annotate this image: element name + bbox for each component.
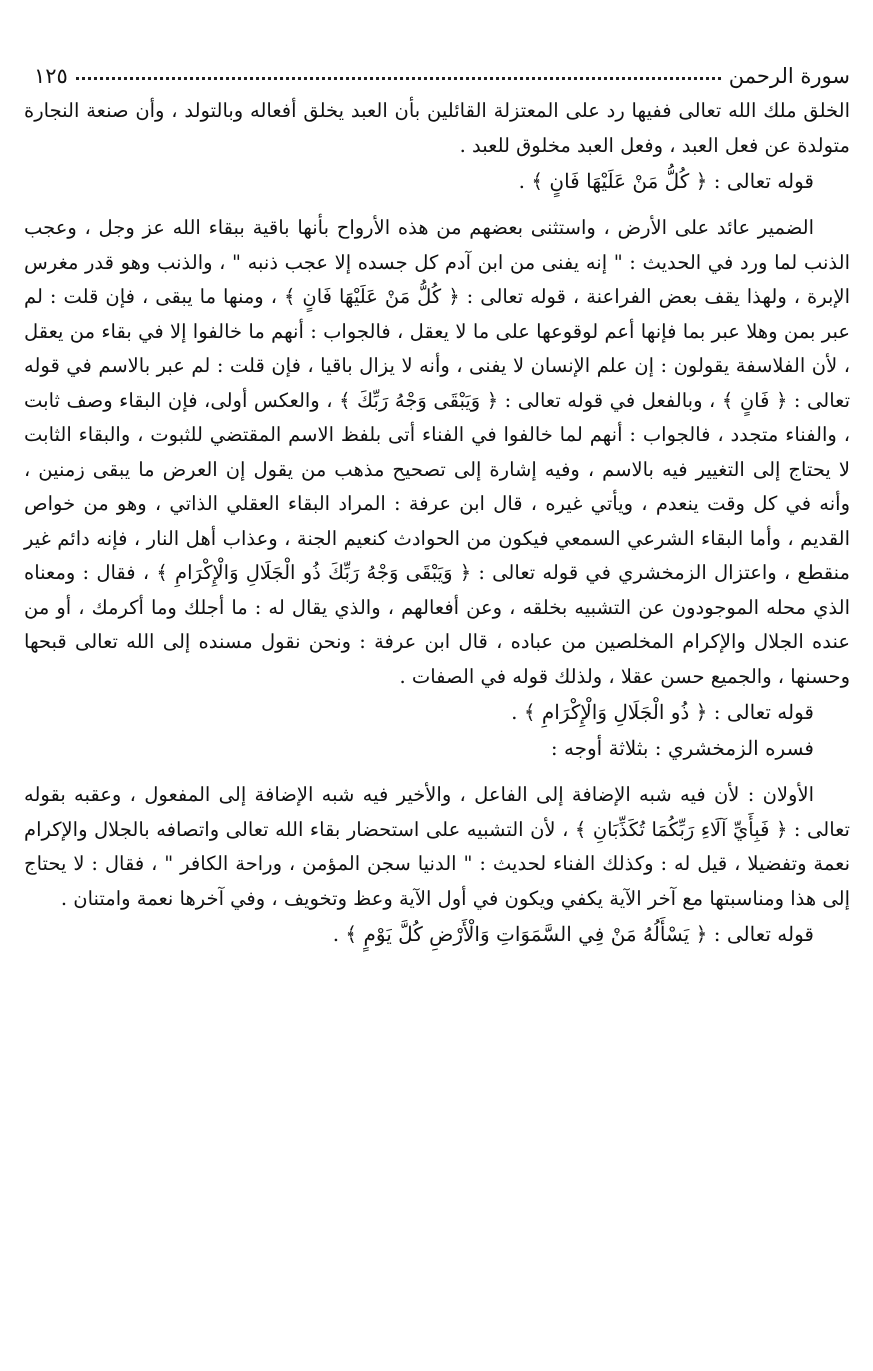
paragraph-commentary: الضمير عائد على الأرض ، واستثنى بعضهم من هذه الأرواح بأنها باقية ببقاء الله عز وجل ، وعجب الذنب لما ورد في الحديث : " إنه يفنى من ابن آدم كل جسده إلا عجب ذنبه " ، والذنب وهو قدر مغرس الإبرة ، ولهذا يقف بعض الفراعنة ، قوله تعالى : ﴿ كُلُّ مَنْ عَلَيْهَا فَانٍ ﴾ ، ومنها ما يبقى ، فإن قلت : لم عبر بمن وهلا عبر بما فإنها أعم لوقوعها على ما لا يعقل ، فالجواب : أنهم ما خالفوا إلا في بقاء من يعقل ، لأن الفلاسفة يقولون : إن علم الإنسان لا يفنى ، وأنه لا يزال باقيا ، فإن قلت : لم عبر بالاسم في قوله تعالى : ﴿ فَانٍ ﴾ ، وبالفعل في قوله تعالى : ﴿ وَيَبْقَى وَجْهُ رَبِّكَ ﴾ ، والعكس أولى، فإن البقاء وصف ثابت ، والفناء متجدد ، فالجواب : أنهم لما خالفوا في الفناء أتى بلفظ الاسم المقتضي للثبوت ، والبقاء الثابت لا يحتاج إلى التغيير فيه بالاسم ، وفيه إشارة إلى تصحيح مذهب من يقول إن العرض ما يبقى زمنين ، وأنه في كل وقت ينعدم ، ويأتي غيره ، قال ابن عرفة : المراد البقاء العقلي الذاتي ، وهو من خواص القديم ، وأما البقاء الشرعي السمعي فيكون من الحوادث كنعيم الجنة ، وعذاب أهل النار ، فإنه دائم غير منقطع ، واعتزال الزمخشري في قوله تعالى : ﴿ وَيَبْقَى وَجْهُ رَبِّكَ ذُو الْجَلَالِ وَالْإِكْرَامِ ﴾ ، فقال : ومعناه الذي محله الموجودون عن التشبيه بخلقه ، وعن أفعالهم ، والذي يقال له : ما أجلك وما أكرمك ، أو من عنده الجلال والإكرام المخلصين من عباده ، قال ابن عرفة : ونحن نقول مسنده إلى الله تعالى قبحها وحسنها ، والجميع حسن عقلا ، ولذلك قوله في الصفات . (24, 216, 850, 688)
paragraph-intro: الخلق ملك الله تعالى ففيها رد على المعتزلة القائلين بأن العبد يخلق أفعاله وبالتولد ، وأن صنعة النجارة متولدة عن فعل العبد ، وفعل العبد مخلوق للعبد . (24, 99, 850, 157)
book-page (24, 52, 850, 952)
page-header (24, 52, 850, 88)
verse-heading-3: قوله تعالى : ﴿ يَسْأَلُهُ مَنْ فِي السَّمَوَاتِ وَالْأَرْضِ كُلَّ يَوْمٍ ﴾ . (332, 922, 814, 946)
surah-title: سورة الرحمن (728, 64, 850, 88)
verse-heading-2: قوله تعالى : ﴿ ذُو الْجَلَالِ وَالْإِكْرَامِ ﴾ . (511, 700, 814, 724)
paragraph-zamakhshari: فسره الزمخشري : بثلاثة أوجه : (550, 736, 814, 760)
header-dotted-leader (76, 77, 721, 80)
page-number: ١٢٥ (34, 64, 68, 88)
verse-heading-1: قوله تعالى : ﴿ كُلُّ مَنْ عَلَيْهَا فَانٍ ﴾ . (518, 169, 814, 193)
paragraph-explanation: الأولان : لأن فيه شبه الإضافة إلى الفاعل ، والأخير فيه شبه الإضافة إلى المفعول ، وعقبه بقوله تعالى : ﴿ فَبِأَيِّ آلَاءِ رَبِّكُمَا تُكَذِّبَانِ ﴾ ، لأن التشبيه على استحضار بقاء الله تعالى واتصافه بالجلال والإكرام نعمة وتفضيلا ، قيل له : وكذلك الفناء لحديث : " الدنيا سجن المؤمن ، وراحة الكافر " ، فقال : لا يحتاج إلى هذا ومناسبتها مع آخر الآية يكفي ويكون في أول الآية وعظ وتخويف ، وفي آخرها نعمة وامتنان . (24, 783, 850, 910)
